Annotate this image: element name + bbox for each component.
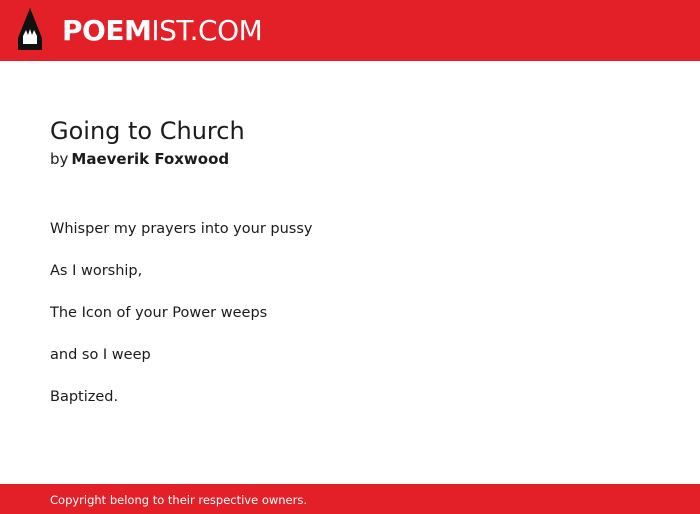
site-header: [0, 0, 700, 61]
logo-text-bold: POEM: [62, 14, 152, 47]
by-label: by: [50, 150, 69, 168]
poem-line: The Icon of your Power weeps: [50, 305, 268, 321]
poem-line: Baptized.: [50, 389, 119, 405]
poem-title: Going to Church: [50, 117, 245, 145]
poem-byline: [50, 148, 229, 170]
site-footer: [0, 484, 700, 514]
author-name[interactable]: Maeverik Foxwood: [71, 150, 230, 168]
poem-line: As I worship,: [50, 263, 143, 279]
poem-lines: [50, 218, 312, 428]
poem-line: and so I weep: [50, 347, 151, 363]
site-logo[interactable]: [62, 13, 262, 49]
poem-line: Whisper my prayers into your pussy: [50, 221, 313, 237]
logo-text-light: IST.COM: [151, 14, 263, 47]
pencil-logo-icon[interactable]: [16, 8, 44, 52]
copyright-text: Copyright belong to their respective owners.: [50, 493, 308, 507]
